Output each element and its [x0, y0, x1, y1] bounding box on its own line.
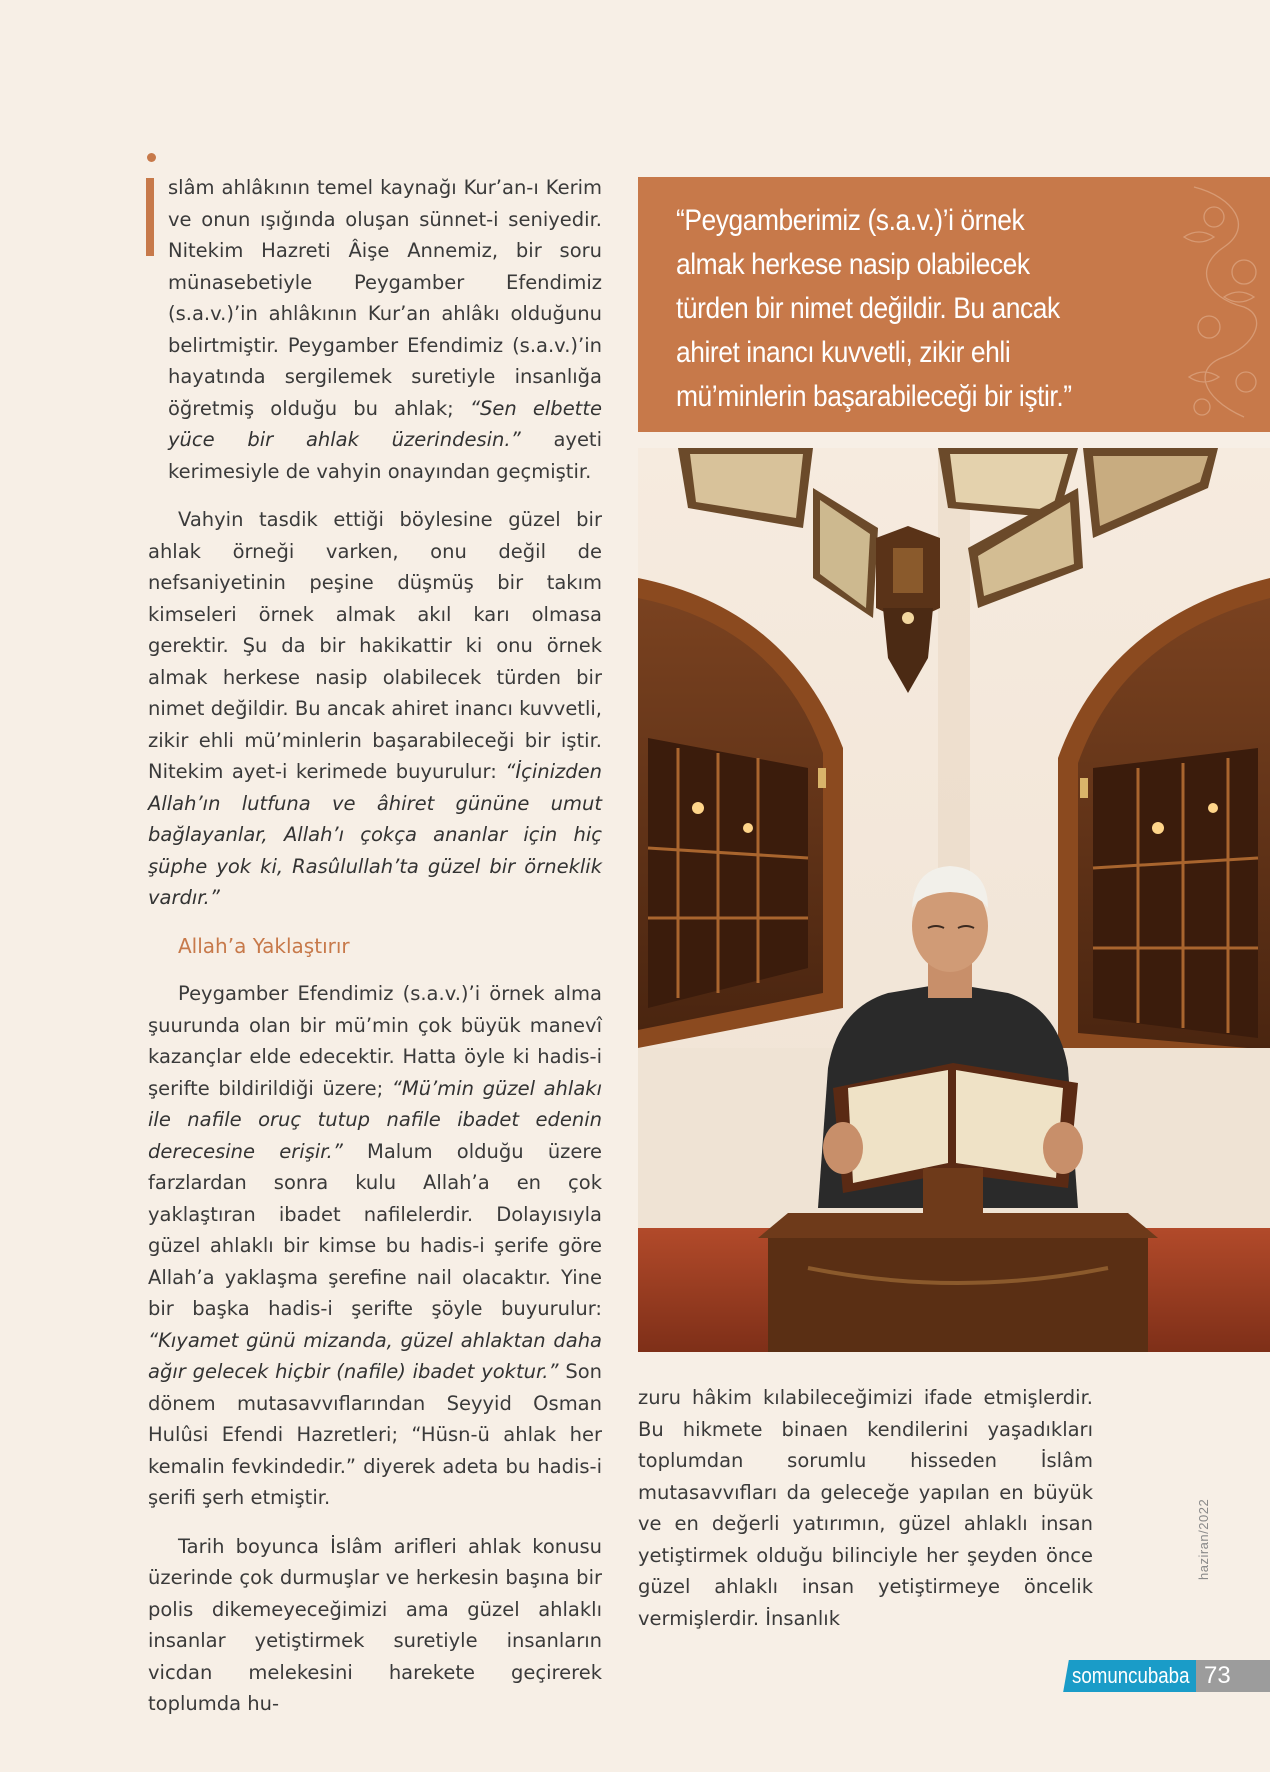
page-number: 73: [1196, 1660, 1270, 1692]
right-column-text: zuru hâkim kılabileceğimizi ifade etmişlerdir. Bu hikmete binaen kendilerini yaşadıkları toplumdan sorumlu hisseden İslâm mutasavvıfları da geleceğe yapılan en büyük ve en değerli yatırımın, güzel ahlaklı insan yetiştirmek olduğu bilinciyle her şeyden önce güzel ahlaklı insan yetiştirmeye öncelik vermişlerdir. İnsanlık: [638, 1386, 1093, 1630]
intro-text: slâm ahlâkının temel kaynağı Kur’an-ı Kerim ve onun ışığında oluşan sünnet-i seniyedir. Nitekim Hazreti Âişe Annemiz, bir soru münasebetiyle Peygamber Efendimiz (s.a.v.)’in ahlâkının Kur’an ahlâkı olduğunu belirtmiştir. Peygamber Efendimiz (s.a.v.)’in hayatında sergilemek suretiyle insanlığa öğretmiş olduğu bu ahlak;: [168, 176, 602, 420]
pull-quote-box: [638, 177, 1270, 432]
pull-quote-text: “Peygamberimiz (s.a.v.)’i örnek almak herkese nasip olabilecek türden bir nimet değildir. Bu ancak ahiret inancı kuvvetli, zikir ehli mü’minlerin başarabileceği bir iştir.”: [676, 204, 1072, 413]
p3-quote-2: “Kıyamet günü mizanda, güzel ahlaktan daha ağır gelecek hiçbir (nafile) ibadet yoktur.”: [148, 1328, 602, 1383]
brand-label: somuncubaba: [1072, 1663, 1190, 1688]
p3-mid: Malum olduğu üzere farzlardan sonra kulu Allah’a en çok yaklaştıran ibadet nafilelerdir. Dolayısıyla güzel ahlaklı bir kimse bu hadis-i şerife göre Allah’a yaklaşma şerefine nail olacaktır. Yine bir başka hadis-i şerifte şöyle buyurulur:: [148, 1139, 602, 1320]
dropcap-letter-i: [146, 178, 154, 256]
p2-quote: “İçinizden Allah’ın lutfuna ve âhiret gününe umut bağlayanlar, Allah’ı çokça ananlar için hiç şüphe yok ki, Rasûlullah’ta güzel bir örneklik vardır.”: [148, 760, 602, 909]
p3-quote-1: “Mü’min güzel ahlakı ile nafile oruç tutup nafile ibadet edenin derecesine erişir.”: [148, 1076, 602, 1163]
p2-text: Vahyin tasdik ettiği böylesine güzel bir ahlak örneği varken, onu değil de nefsaniyetinin peşine düşmüş bir takım kimseleri örnek almak akıl karı olmasa gerektir. Şu da bir hakikattir ki onu örnek almak herkese nasip olabilecek türden bir nimet değildir. Bu ancak ahiret inancı kuvvetli, zikir ehli mü’minlerin başarabileceği bir iştir. Nitekim ayet-i kerimede buyurulur:: [148, 508, 602, 783]
p3-text: Peygamber Efendimiz (s.a.v.)’i örnek alma şuurunda olan bir mü’min çok büyük manevî kazançlar elde edecektir. Hatta öyle ki hadis-i şerifte bildirildiği üzere;: [148, 982, 602, 1100]
issue-date: haziran/2022: [1196, 1498, 1211, 1580]
paragraph-intro: [148, 172, 602, 487]
paragraph-3: [148, 978, 602, 1514]
photo-man-reading-quran: [638, 448, 1270, 1352]
floral-ornament-icon: [1174, 177, 1270, 432]
p4-text: Tarih boyunca İslâm arifleri ahlak konusu üzerinde çok durmuşlar ve herkesin başına bir polis dikemeyeceğimizi ama güzel ahlaklı insanlar yetiştirmek suretiyle insanların vicdan melekesini harekete geçirerek toplumda hu-: [148, 1534, 602, 1715]
photo-illustration: [638, 448, 1270, 1352]
dropcap-dot: [147, 153, 156, 162]
intro-end: ayeti kerimesiyle de vahyin onayından geçmiştir.: [168, 428, 602, 483]
intro-quote: “Sen elbette yüce bir ahlak üzerindesin.”: [168, 396, 602, 451]
p3-end: Son dönem mutasavvıflarından Seyyid Osman Hulûsi Efendi Hazretleri; “Hüsn-ü ahlak her kemalin fevkindedir.” diyerek adeta bu hadis-i şerifi şerh etmiştir.: [148, 1360, 602, 1509]
paragraph-4: [148, 1531, 602, 1720]
paragraph-2: [148, 504, 602, 914]
subheading: Allah’a Yaklaştırır: [178, 933, 350, 958]
right-column: [638, 1382, 1093, 1634]
left-column: [148, 172, 602, 1737]
